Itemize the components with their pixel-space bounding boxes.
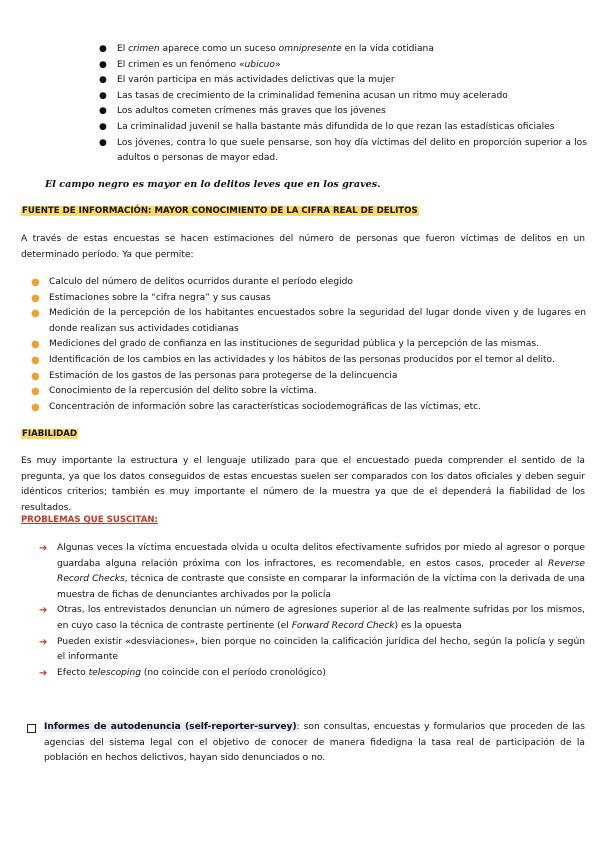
bullet-icon: ● (31, 354, 40, 366)
list-item (31, 337, 586, 353)
paragraph-self-report (44, 720, 585, 767)
bullet-icon: ● (99, 137, 107, 148)
list-item-text: » (274, 59, 281, 70)
list-item (31, 400, 586, 416)
list-item (99, 104, 587, 120)
bullet-icon: ● (99, 75, 107, 86)
list-item-text: aparece como un suceso (159, 44, 279, 54)
list-item-emphasis: ubicuo (244, 59, 275, 70)
list-item (31, 306, 586, 337)
list-item-emphasis: crimen (128, 44, 160, 54)
arrow-bullet-icon: ➔ (39, 605, 48, 617)
list-item-text: Medición de la percepción de los habitantes encuestados sobre la seguridad del lugar donde viven y de lugares en donde realizan sus actividades cotidianas (49, 308, 586, 334)
self-report-label: Informes de autodenuncia (self-reporter-survey) (44, 722, 297, 732)
arrow-bullet-icon: ➔ (39, 667, 48, 679)
bullet-icon: ● (99, 44, 107, 54)
bullet-icon: ● (99, 59, 107, 70)
list-item-emphasis: Reverse Record Checks (57, 558, 585, 585)
list-item-text: Efecto (57, 667, 89, 678)
list-item-emphasis: Forward Record Check (291, 620, 395, 631)
list-item-text: en la vida cotidiana (341, 44, 434, 54)
list-item-text: Estimación de los gastos de las personas para protegerse de la delincuencia (49, 370, 398, 381)
list-item (31, 291, 586, 307)
paragraph-surveys-intro: A través de estas encuestas se hacen estimaciones del número de personas que fueron víctimas de delitos en un determinado período. Ya que permite: (21, 234, 585, 260)
section-heading-sources: FUENTE DE INFORMACIÓN: MAYOR CONOCIMIENTO DE LA CIFRA REAL DE DELITOS (22, 206, 418, 216)
list-item-text: Otras, los entrevistados denuncian un número de agresiones superior al de las realmente sufridas por los mismos, en cuyo caso la técnica de contraste pertinente (el (57, 605, 585, 631)
list-item-text: , técnica de contraste que consiste en comparar la información de la víctima con la derivada de una muestra de fichas de denunciantes archivados por la policía (57, 574, 585, 600)
bullet-icon: ● (31, 370, 40, 382)
list-item-text: Pueden existir «desviaciones», bien porque no coinciden la calificación jurídica del hecho, según la policía y según el informante (57, 636, 585, 663)
bullet-icon: ● (31, 277, 40, 288)
list-item-text: El crimen es un fenómeno « (117, 59, 245, 70)
list-item-emphasis: telescoping (88, 667, 141, 678)
list-item-text: Estimaciones sobre la “cifra negra” y sus causas (49, 292, 271, 303)
paragraph-reliability: Es muy importante la estructura y el lenguaje utilizado para que el encuestado pueda comprender el sentido de la pregunta, ya que los datos conseguidos de estas encuestas suelen ser comparados con los datos oficiales y deben seguir idénticos criterios; también es muy importante el número de la muestra ya que de el dependerá la fiabilidad de los resultados. (21, 456, 585, 513)
list-item (99, 120, 587, 136)
list-item-text: Las tasas de crecimiento de la criminalidad femenina acusan un ritmo muy acelerado (117, 90, 508, 101)
list-item (99, 58, 587, 74)
bullet-icon: ● (99, 106, 107, 117)
list-item (99, 42, 587, 58)
list-item (31, 384, 586, 400)
list-item-text: La criminalidad juvenil se halla bastante más difundida de lo que rezan las estadísticas oficiales (117, 121, 555, 132)
list-item-text: Concentración de información sobre las características sociodemográficas de las víctimas, etc. (49, 401, 482, 412)
list-item (39, 541, 585, 603)
arrow-bullet-icon: ➔ (39, 636, 48, 648)
self-report-text: : son consultas, encuestas y formularios que proceden de las agencias del sistema legal con el objetivo de conocer de manera fidedigna la tasa real de participación de la población en hechos delictivos, hayan sido denunciados o no. (44, 722, 585, 764)
list-item (99, 136, 587, 167)
bullet-icon: ● (31, 401, 40, 413)
bullet-icon: ● (31, 339, 40, 351)
list-item-text: Conocimiento de la repercusión del delito sobre la víctima. (49, 386, 317, 397)
bullet-icon: ● (99, 121, 107, 132)
list-item (39, 666, 585, 682)
list-item-emphasis: omnipresente (278, 44, 342, 54)
bullet-icon: ● (31, 308, 40, 320)
list-item (39, 603, 585, 634)
note-dark-figure: El campo negro es mayor en lo delitos leves que en los graves. (45, 179, 381, 190)
list-item-text: Algunas veces la víctima encuestada olvida u oculta delitos efectivamente sufridos por miedo al agresor o porque guardaba alguna relación próxima con los infractores, es recomendable, en estos casos, proceder al (57, 543, 585, 569)
section-heading-reliability: FIABILIDAD (22, 429, 78, 439)
bullet-icon: ● (31, 386, 40, 398)
list-item-text: Mediciones del grado de confianza en las instituciones de seguridad pública y la percepción de las mismas. (49, 339, 539, 350)
list-item (99, 73, 587, 89)
bullet-icon: ● (99, 90, 107, 101)
list-item-text: El (117, 44, 129, 54)
list-item (99, 89, 587, 105)
list-item (31, 353, 586, 369)
list-item-text: Identificación de los cambios en las actividades y los hábitos de las personas producidos por el temor al delito. (49, 354, 555, 365)
list-item-text: (no coincide con el período cronológico) (140, 667, 326, 678)
bullet-icon: ● (31, 292, 40, 304)
bullet-list-findings (99, 42, 587, 167)
list-item (39, 635, 585, 666)
list-item-text: Los adultos cometen crímenes más graves que los jóvenes (117, 106, 386, 117)
checkbox-icon[interactable] (27, 724, 36, 733)
bullet-list-problems (39, 541, 585, 681)
list-item-text: Los jóvenes, contra lo que suele pensarse, son hoy día víctimas del delito en proporción superior a los adultos o personas de mayor edad. (117, 137, 587, 164)
list-item (31, 369, 586, 385)
arrow-bullet-icon: ➔ (39, 543, 48, 554)
bullet-list-survey-benefits (31, 275, 586, 415)
section-heading-problems: PROBLEMAS QUE SUSCITAN: (21, 515, 158, 525)
list-item-text: Calculo del número de delitos ocurridos durante el período elegido (49, 277, 353, 287)
list-item (31, 275, 586, 291)
list-item-text: El varón participa en más actividades delictivas que la mujer (117, 75, 395, 86)
list-item-text: ) es la opuesta (394, 620, 462, 631)
